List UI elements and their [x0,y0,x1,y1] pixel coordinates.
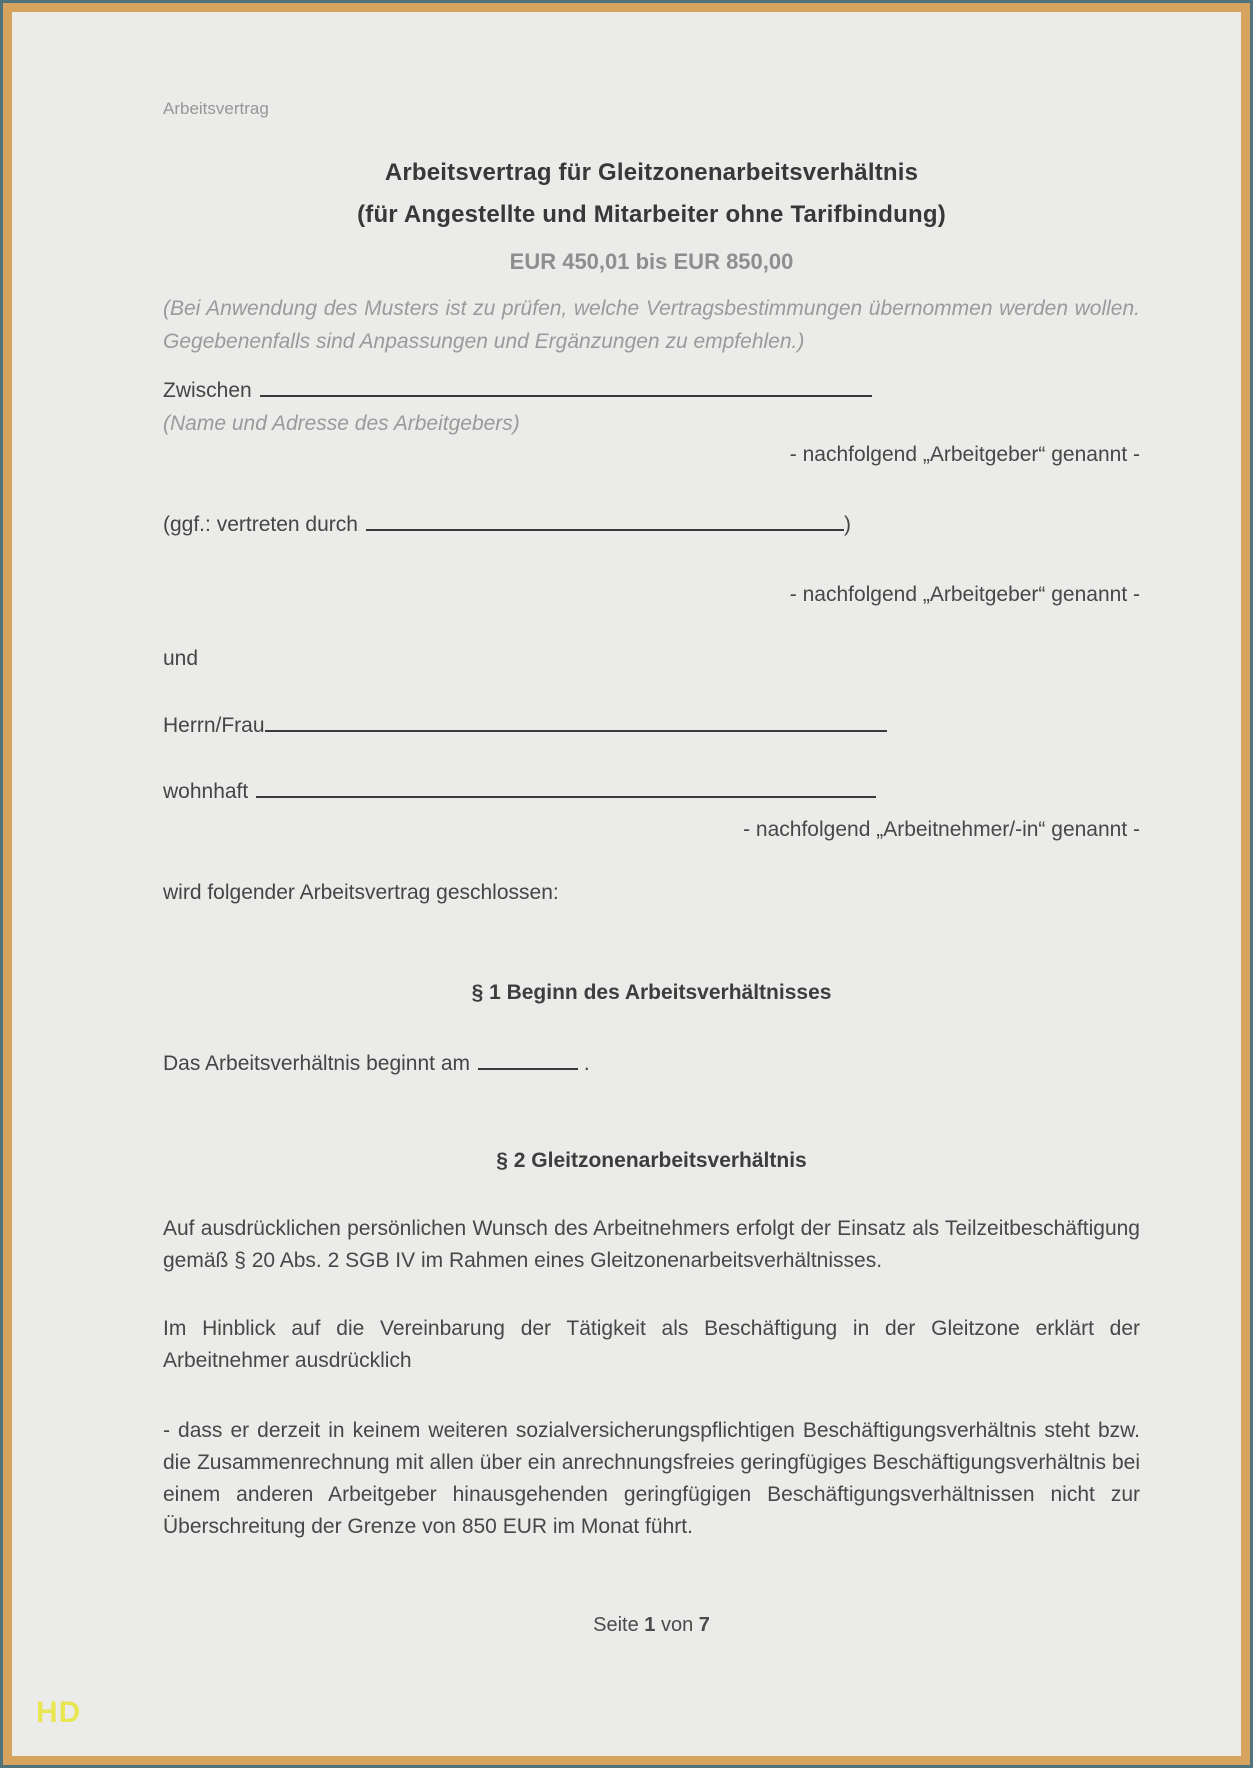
representative-name-blank [366,508,844,531]
employer-name-blank [260,374,872,397]
employer-line [163,374,1140,405]
section-2-paragraph-2: Im Hinblick auf die Vereinbarung der Tätigkeit als Beschäftigung in der Gleitzone erklärt der Arbeitnehmer ausdrücklich [163,1317,1140,1372]
representative-line [163,508,1140,539]
employee-tag-line: - nachfolgend „Arbeitnehmer/-in“ genannt - [743,818,1140,841]
employee-name-blank [265,709,887,732]
employee-line [163,709,1140,740]
doc-type-label: Arbeitsvertrag [163,99,269,118]
represented-by-label: (ggf.: vertreten durch [163,513,358,536]
residence-blank [256,775,876,798]
residence-label: wohnhaft [163,780,249,803]
employer-name-hint: (Name und Adresse des Arbeitgebers) [163,412,520,435]
employer-tag-line-2: - nachfolgend „Arbeitgeber“ genannt - [789,583,1140,606]
document-title [163,152,1140,236]
begin-date-suffix: . [583,1052,590,1075]
title-line-1: Arbeitsvertrag für Gleitzonenarbeitsverhältnis [384,159,919,186]
employee-label: Herrn/Frau [163,714,265,737]
section-2-paragraph-3: - dass er derzeit in keinem weiteren sozialversicherungspflichtigen Beschäftigungsverhältnis steht bzw. die Zusammenrechnung mit allen über ein anrechnungsfreies geringfügiges Beschäftigungsverhältnis bei einem anderen Arbeitgeber hinausgehenden geringfügigen Beschäftigungsverhältnissen nicht zur Überschreitung der Grenze von 850 EUR im Monat führt. [163,1419,1140,1538]
begin-date-line [163,1047,1140,1078]
employer-tag-line: - nachfolgend „Arbeitgeber“ genannt - [789,443,1140,466]
and-connector: und [163,647,199,670]
section-1-heading: § 1 Beginn des Arbeitsverhältnisses [471,981,832,1004]
conclusion-line: wird folgender Arbeitsvertrag geschlossen: [163,881,559,904]
footer-total-pages: 7 [698,1614,710,1636]
hd-watermark: HD [36,1696,82,1729]
residence-line [163,775,1140,806]
represented-close-paren: ) [843,513,851,536]
footer-prefix: Seite [593,1614,639,1636]
document-page [12,12,1241,1756]
document-content [163,12,1140,1564]
begin-date-prefix: Das Arbeitsverhältnis beginnt am [163,1052,470,1075]
footer-separator: von [660,1614,694,1636]
template-usage-note: (Bei Anwendung des Musters ist zu prüfen, welche Vertragsbestimmungen übernommen werden wollen. Gegebenenfalls sind Anpassungen und Ergänzungen zu empfehlen.) [163,297,1140,353]
footer-current-page: 1 [644,1614,656,1636]
begin-date-blank [478,1047,578,1070]
between-label: Zwischen [163,379,252,402]
section-2-heading: § 2 Gleitzonenarbeitsverhältnis [496,1149,807,1172]
salary-range-subtitle: EUR 450,01 bis EUR 850,00 [509,249,794,274]
scan-frame-inner [3,3,1250,1765]
title-line-2: (für Angestellte und Mitarbeiter ohne Tarifbindung) [357,201,946,228]
page-number-footer [163,1613,1140,1637]
section-2-paragraph-1: Auf ausdrücklichen persönlichen Wunsch des Arbeitnehmers erfolgt der Einsatz als Teilzeitbeschäftigung gemäß § 20 Abs. 2 SGB IV im Rahmen eines Gleitzonenarbeitsverhältnisses. [163,1217,1140,1272]
